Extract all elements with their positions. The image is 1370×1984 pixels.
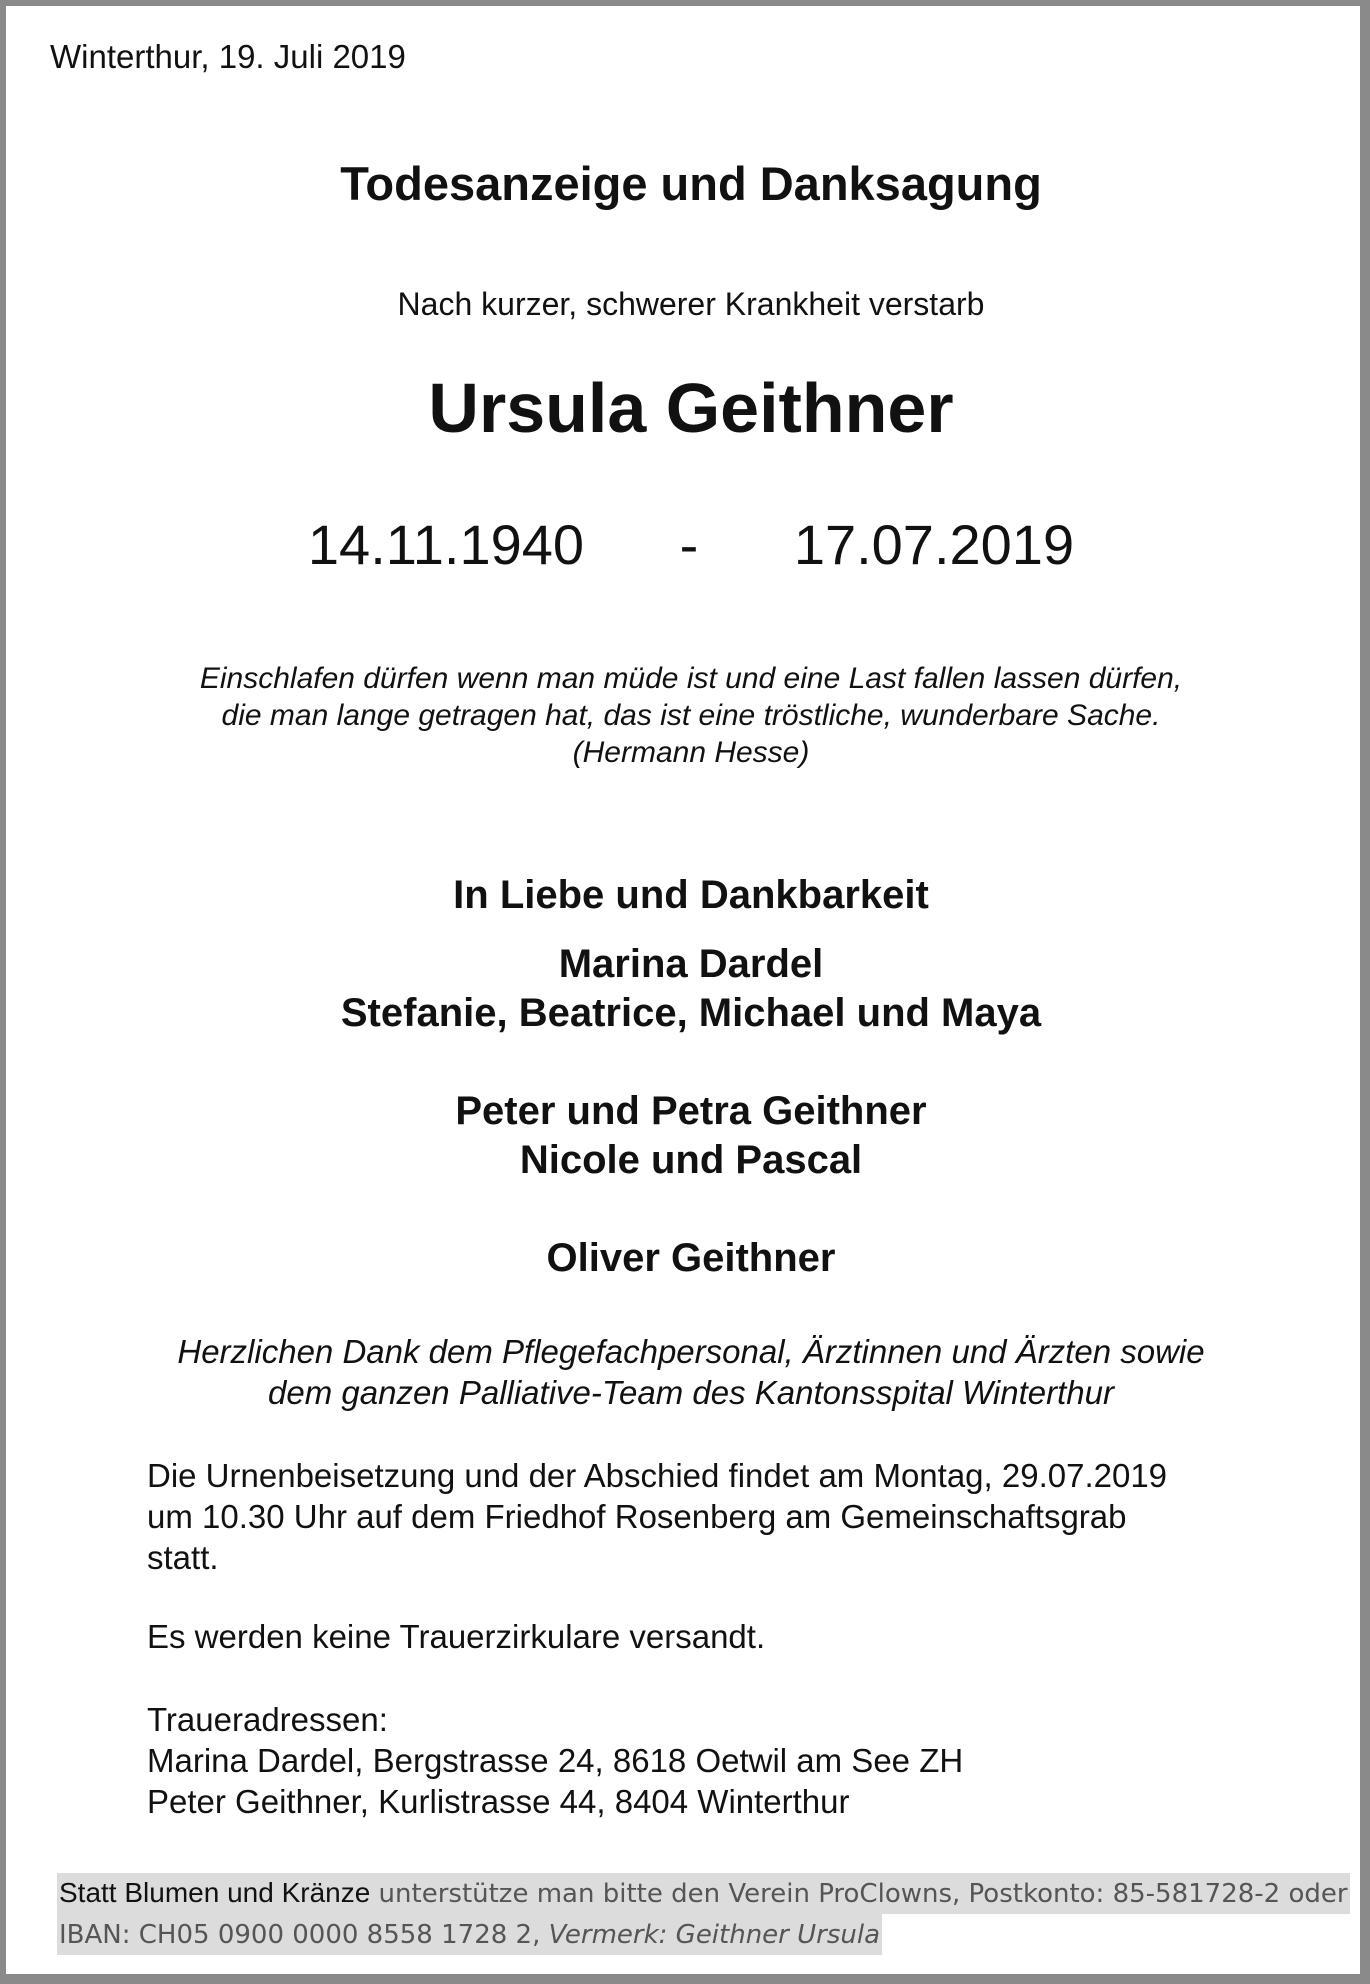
quote-line: Einschlafen dürfen wenn man müde ist und eine Last fallen lassen dürfen, xyxy=(199,662,1183,695)
mourners-heading: In Liebe und Dankbarkeit xyxy=(453,873,929,917)
death-date: 17.07.2019 xyxy=(793,513,1075,576)
mourner-line: Oliver Geithner xyxy=(546,1236,836,1280)
quote-author: (Hermann Hesse) xyxy=(572,736,810,769)
addresses-label: Traueradressen: xyxy=(147,1701,388,1738)
address-line: Peter Geithner, Kurlistrasse 44, 8404 Winterthur xyxy=(147,1783,850,1820)
mourner-line: Stefanie, Beatrice, Michael und Maya xyxy=(340,991,1042,1035)
mourner-line: Marina Dardel xyxy=(558,942,824,986)
donation-line xyxy=(57,1914,882,1955)
donation-text: unterstütze man bitte den Verein ProClowns, Postkonto: 85-581728-2 oder xyxy=(370,1879,1348,1909)
quote-block xyxy=(6,660,1370,771)
burial-info xyxy=(147,1455,1167,1578)
donation-lead: Statt Blumen und Kränze xyxy=(59,1877,371,1908)
address-line: Marina Dardel, Bergstrasse 24, 8618 Oetwil am See ZH xyxy=(147,1742,964,1779)
thanks-line: dem ganzen Palliative-Team des Kantonsspital Winterthur xyxy=(268,1374,1114,1411)
mourner-line: Nicole und Pascal xyxy=(519,1138,863,1182)
birth-date: 14.11.1940 xyxy=(307,513,585,576)
mourning-addresses xyxy=(147,1699,963,1822)
thanks-block xyxy=(6,1331,1370,1413)
notice-heading: Todesanzeige und Danksagung xyxy=(340,157,1042,210)
date-separator: - xyxy=(679,513,699,576)
donation-line xyxy=(57,1873,1350,1914)
no-circulars-note: Es werden keine Trauerzirkulare versandt. xyxy=(147,1618,766,1655)
burial-line: statt. xyxy=(147,1539,219,1576)
deceased-name: Ursula Geithner xyxy=(428,369,954,447)
donation-remark: Vermerk: Geithner Ursula xyxy=(548,1920,881,1950)
iban-text: IBAN: CH05 0900 0000 8558 1728 2, xyxy=(59,1920,549,1950)
intro-text: Nach kurzer, schwerer Krankheit verstarb xyxy=(397,286,985,322)
quote-line: die man lange getragen hat, das ist eine tröstliche, wunderbare Sache. xyxy=(221,699,1161,732)
donation-note xyxy=(57,1873,1350,1955)
burial-line: um 10.30 Uhr auf dem Friedhof Rosenberg am Gemeinschaftsgrab xyxy=(147,1498,1127,1535)
place-date: Winterthur, 19. Juli 2019 xyxy=(50,38,406,75)
thanks-line: Herzlichen Dank dem Pflegefachpersonal, Ärztinnen und Ärzten sowie xyxy=(177,1333,1205,1370)
mourner-line: Peter und Petra Geithner xyxy=(455,1089,927,1133)
burial-line: Die Urnenbeisetzung und der Abschied findet am Montag, 29.07.2019 xyxy=(147,1457,1168,1494)
life-dates xyxy=(6,512,1370,577)
